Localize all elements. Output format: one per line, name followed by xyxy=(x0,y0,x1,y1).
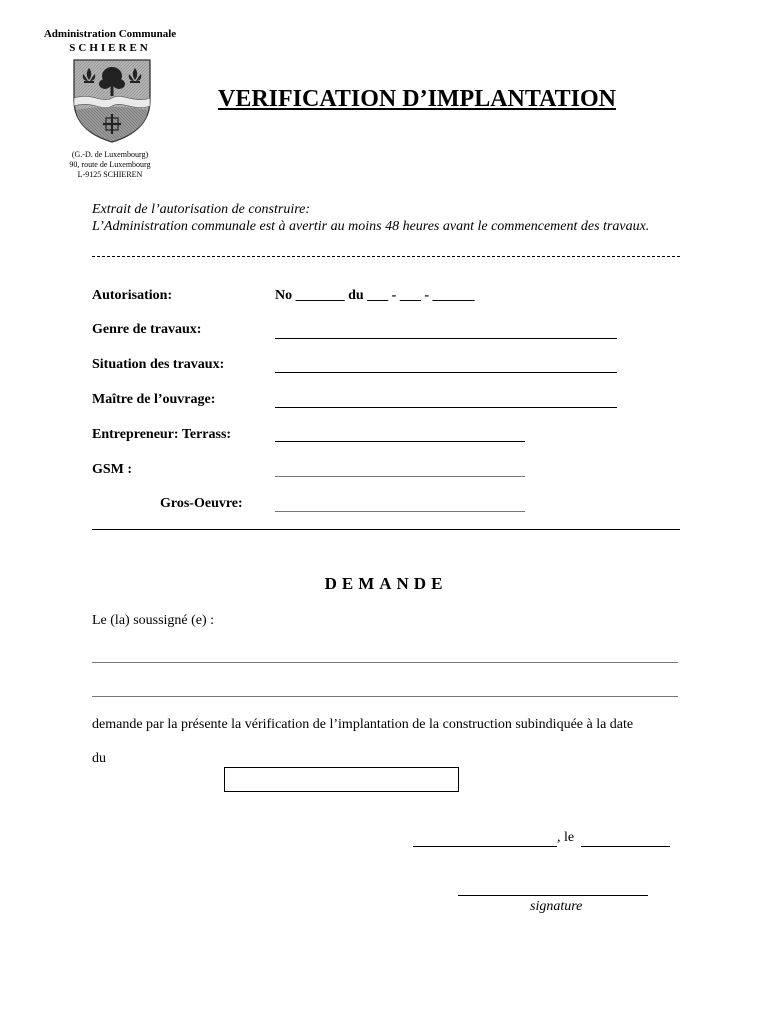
genre-travaux-label: Genre de travaux: xyxy=(92,322,202,337)
intro-text xyxy=(92,201,682,235)
entrepreneur-terrass-field[interactable] xyxy=(275,441,525,442)
gsm-field[interactable] xyxy=(275,476,525,477)
address-country: (G.-D. de Luxembourg) xyxy=(71,150,149,159)
soussigne-label: Le (la) soussigné (e) : xyxy=(92,613,215,628)
soussigne-line-1[interactable] xyxy=(92,662,678,663)
intro-line-1: Extrait de l’autorisation de construire: xyxy=(92,202,311,217)
date-input-box[interactable] xyxy=(224,767,459,792)
coat-of-arms-icon xyxy=(72,58,152,144)
maitre-ouvrage-label: Maître de l’ouvrage: xyxy=(92,392,216,407)
signature-line[interactable] xyxy=(458,895,648,896)
commune-name: SCHIEREN xyxy=(69,42,151,54)
date-field[interactable] xyxy=(581,846,670,847)
dashed-separator xyxy=(92,256,680,257)
demande-sentence: demande par la présente la vérification de l’implantation de la construction subindiquée à la date xyxy=(92,717,634,732)
genre-travaux-field[interactable] xyxy=(275,338,617,339)
entrepreneur-terrass-label: Entrepreneur: Terrass: xyxy=(92,427,232,442)
place-field[interactable] xyxy=(413,846,557,847)
signature-label: signature xyxy=(530,899,583,914)
demande-heading: DEMANDE xyxy=(324,574,448,593)
autorisation-label: Autorisation: xyxy=(92,288,173,303)
le-label: , le xyxy=(557,830,575,845)
gros-oeuvre-label: Gros-Oeuvre: xyxy=(160,496,243,511)
autorisation-number-field[interactable]: No _______ du ___ - ___ - ______ xyxy=(275,288,475,303)
intro-line-2: L’Administration communale est à avertir au moins 48 heures avant le commencement des travaux. xyxy=(92,219,650,234)
maitre-ouvrage-field[interactable] xyxy=(275,407,617,408)
situation-travaux-field[interactable] xyxy=(275,372,617,373)
document-title: VERIFICATION D’IMPLANTATION xyxy=(218,86,617,112)
section-divider xyxy=(92,529,680,530)
address-street: 90, route de Luxembourg xyxy=(69,160,151,169)
gsm-label: GSM : xyxy=(92,462,133,477)
administration-header xyxy=(30,27,190,55)
soussigne-line-2[interactable] xyxy=(92,696,678,697)
situation-travaux-label: Situation des travaux: xyxy=(92,357,225,372)
address-block xyxy=(30,150,190,180)
du-label: du xyxy=(92,751,106,766)
admin-name: Administration Communale xyxy=(43,28,177,40)
address-city: L-9125 SCHIEREN xyxy=(77,170,143,179)
gros-oeuvre-field[interactable] xyxy=(275,511,525,512)
